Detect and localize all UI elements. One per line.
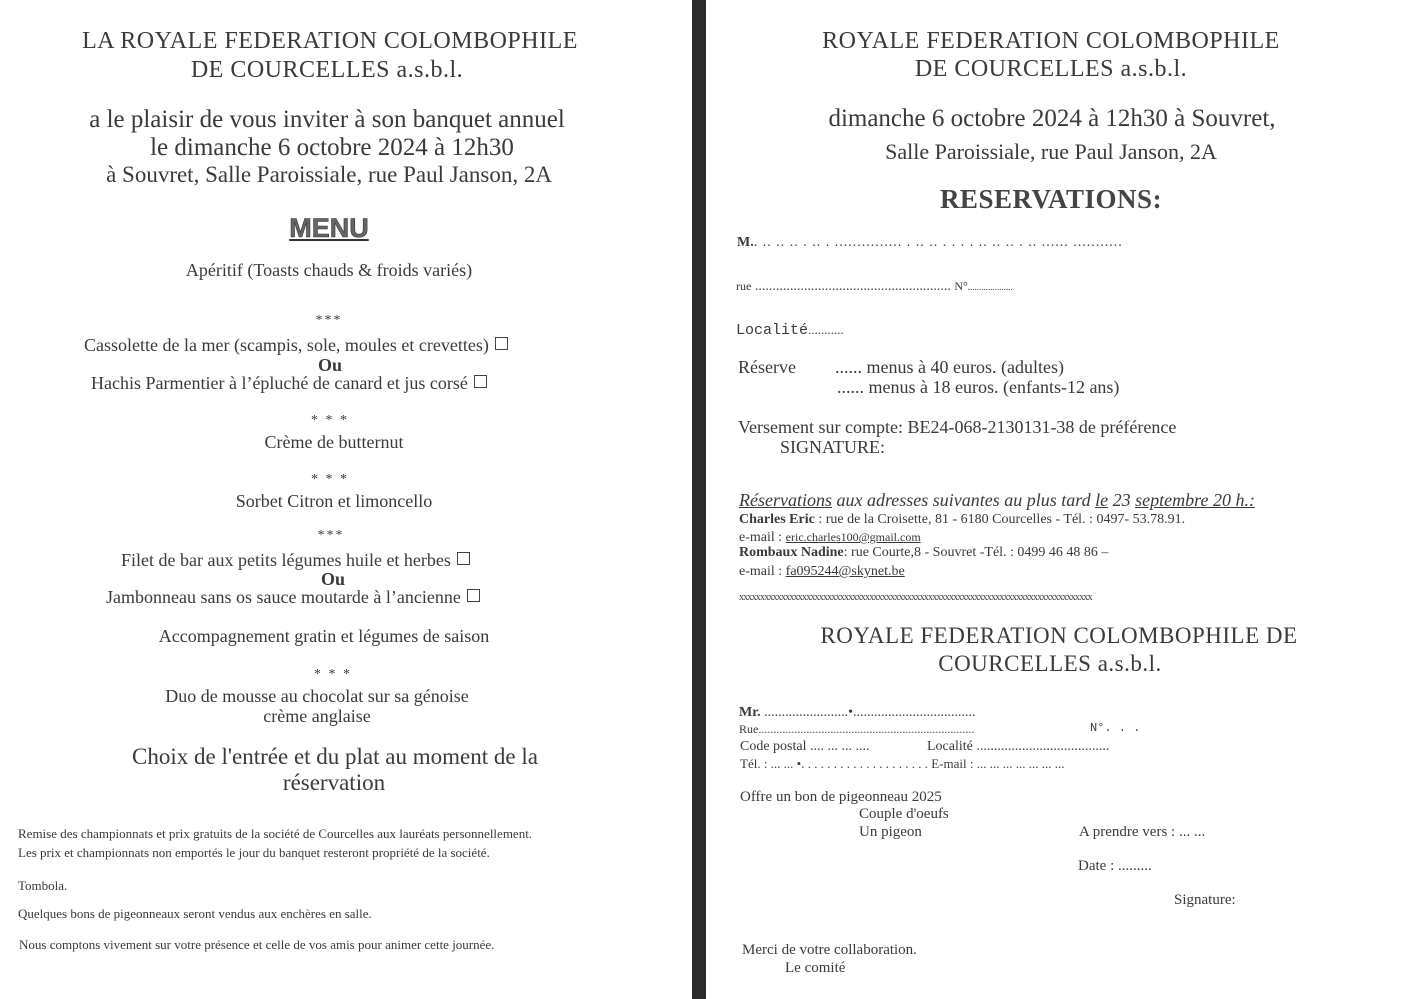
main-option-2 bbox=[106, 587, 480, 608]
main-option-2-checkbox[interactable] bbox=[467, 589, 480, 602]
main-option-1-label: Filet de bar aux petits légumes huile et herbes bbox=[121, 550, 451, 570]
entree-option-1-checkbox[interactable] bbox=[495, 337, 508, 350]
contact-1 bbox=[739, 512, 1185, 528]
address-heading-part1: Réservations bbox=[739, 490, 832, 510]
closing-note: Nous comptons vivement sur votre présence et celle de vos amis pour animer cette journée. bbox=[19, 937, 495, 952]
auction-note: Quelques bons de pigeonneaux seront vendus aux enchères en salle. bbox=[18, 906, 372, 921]
choice-line1: Choix de l'entrée et du plat au moment de la bbox=[132, 744, 538, 769]
contact-2-email[interactable]: fa095244@skynet.be bbox=[785, 564, 905, 579]
contact-1-email-row bbox=[739, 530, 921, 546]
date-field[interactable]: Date : ......... bbox=[1078, 858, 1152, 874]
left-header-line1: LA ROYALE FEDERATION COLOMBOPHILE bbox=[82, 28, 578, 54]
left-header-line2: DE COURCELLES a.s.b.l. bbox=[190, 57, 464, 83]
reservations-title: RESERVATIONS: bbox=[939, 184, 1163, 214]
entree-option-1-label: Cassolette de la mer (scampis, sole, moules et crevettes) bbox=[84, 335, 489, 355]
entree-option-2-checkbox[interactable] bbox=[474, 375, 487, 388]
soup: Crème de butternut bbox=[264, 432, 404, 452]
reservation-page bbox=[706, 0, 1410, 999]
separator-2: * * * bbox=[311, 413, 349, 428]
slip-header-line2: COURCELLES a.s.b.l. bbox=[938, 651, 1162, 676]
slip-signature-label: Signature: bbox=[1174, 892, 1236, 908]
event-venue: Salle Paroissiale, rue Paul Janson, 2A bbox=[885, 139, 1217, 164]
slip-number-field[interactable]: N°. . . bbox=[1090, 721, 1141, 735]
slip-header-line1: ROYALE FEDERATION COLOMBOPHILE DE bbox=[820, 623, 1298, 648]
address-heading-part5: septembre 20 h.: bbox=[1135, 490, 1255, 510]
number-label: N° bbox=[954, 279, 968, 293]
right-header-line1: ROYALE FEDERATION COLOMBOPHILE bbox=[822, 28, 1280, 54]
separator-1: *** bbox=[315, 313, 343, 328]
street-label: rue bbox=[736, 279, 752, 293]
contact-1-info: : rue de la Croisette, 81 - 6180 Courcelles - Tél. : 0497- 53.78.91. bbox=[814, 512, 1186, 527]
main-option-2-label: Jambonneau sans os sauce moutarde à l’ancienne bbox=[106, 587, 461, 607]
name-field[interactable] bbox=[737, 235, 1123, 251]
separator-3: * * * bbox=[311, 472, 349, 487]
slip-street-dots: ........................................................................ bbox=[758, 722, 975, 736]
invite-line3: à Souvret, Salle Paroissiale, rue Paul Janson, 2A bbox=[106, 162, 552, 187]
side-dish: Accompagnement gratin et légumes de saison bbox=[158, 626, 490, 646]
address-heading-part2: aux adresses suivantes au plus tard bbox=[831, 490, 1096, 510]
slip-name-dots: ........................•................................... bbox=[764, 705, 976, 720]
contact-2-info: : rue Courte,8 - Souvret -Tél. : 0499 46 48 86 – bbox=[843, 545, 1109, 560]
thanks-note: Merci de votre collaboration. bbox=[742, 942, 917, 958]
name-dots: . .. .. .. . .. . ............... . .. .. . . . . .. .. .. . .. ...... ........... bbox=[753, 235, 1123, 250]
slip-locality-field[interactable]: Localité ...................................... bbox=[927, 739, 1110, 754]
offer-eggs[interactable]: Couple d'oeufs bbox=[859, 806, 949, 822]
locality-field[interactable] bbox=[736, 322, 844, 339]
invite-line2: le dimanche 6 octobre 2024 à 12h30 bbox=[150, 134, 514, 161]
note-line2: Les prix et championnats non emportés le jour du banquet resteront propriété de la société. bbox=[18, 845, 490, 860]
main-option-1 bbox=[121, 550, 470, 571]
contact-1-name: Charles Eric bbox=[739, 512, 815, 527]
contact-2 bbox=[739, 545, 1108, 561]
contact-1-email[interactable]: eric.charles100@gmail.com bbox=[785, 530, 921, 544]
choice-line2: réservation bbox=[282, 770, 386, 795]
street-field[interactable] bbox=[736, 279, 1013, 295]
payment-info: Versement sur compte: BE24-068-2130131-38 de préférence bbox=[738, 417, 1177, 437]
cut-line: xxxxxxxxxxxxxxxxxxxxxxxxxxxxxxxxxxxxxxxxxxxxxxxxxxxxxxxxxxxxxxxxxxxxxxxxxxxxxxxxxxxx bbox=[739, 592, 1092, 603]
address-heading-part3: le bbox=[1095, 490, 1109, 510]
dessert-line1: Duo de mousse au chocolat sur sa génoise bbox=[165, 686, 469, 706]
signature-label: SIGNATURE: bbox=[780, 437, 886, 457]
locality-dots: ........... bbox=[808, 322, 844, 337]
email-label-1: e-mail : bbox=[739, 530, 783, 545]
note-line1: Remise des championnats et prix gratuits de la société de Courcelles aux lauréats personnellement. bbox=[18, 826, 533, 841]
reserve-adults[interactable]: ...... menus à 40 euros. (adultes) bbox=[835, 357, 1064, 377]
tombola: Tombola. bbox=[18, 878, 68, 893]
street-dots: ........................................................ bbox=[754, 279, 951, 294]
slip-name-label: Mr. bbox=[739, 705, 761, 720]
offer-line: Offre un bon de pigeonneau 2025 bbox=[740, 789, 942, 805]
address-heading bbox=[739, 490, 1255, 511]
or-label-1: Ou bbox=[317, 355, 342, 375]
offer-pigeon[interactable]: Un pigeon bbox=[859, 824, 922, 840]
pickup-field[interactable]: A prendre vers : ... ... bbox=[1079, 824, 1206, 840]
dessert-line2: crème anglaise bbox=[263, 706, 371, 726]
address-heading-part4: 23 bbox=[1108, 490, 1136, 510]
locality-label: Localité bbox=[736, 322, 809, 339]
sorbet: Sorbet Citron et limoncello bbox=[235, 491, 433, 511]
slip-street-label: Rue bbox=[739, 722, 759, 736]
reserve-children[interactable]: ...... menus à 18 euros. (enfants-12 ans) bbox=[837, 377, 1120, 397]
slip-street-field[interactable] bbox=[739, 722, 974, 737]
entree-option-2 bbox=[91, 373, 487, 394]
event-date: dimanche 6 octobre 2024 à 12h30 à Souvret, bbox=[828, 105, 1276, 132]
separator-5: * * * bbox=[314, 667, 352, 682]
slip-phone-email-field[interactable]: Tél. : ... ... •. . . . . . . . . . . . . . . . . . . . E-mail : ... ... ... ... ... ... ... bbox=[740, 756, 1065, 771]
aperitif: Apéritif (Toasts chauds & froids variés) bbox=[185, 260, 473, 280]
contact-2-email-row bbox=[739, 564, 905, 580]
email-label-2: e-mail : bbox=[739, 564, 783, 579]
entree-option-1 bbox=[84, 335, 508, 356]
slip-postcode-field[interactable]: Code postal .... ... ... .... bbox=[740, 739, 870, 754]
number-dots: .................... bbox=[967, 282, 1013, 292]
slip-name-field[interactable] bbox=[739, 705, 976, 721]
page-divider bbox=[692, 0, 706, 999]
committee-signoff: Le comité bbox=[785, 960, 846, 976]
entree-option-2-label: Hachis Parmentier à l’épluché de canard et jus corsé bbox=[91, 373, 468, 393]
right-header-line2: DE COURCELLES a.s.b.l. bbox=[914, 56, 1188, 82]
main-option-1-checkbox[interactable] bbox=[457, 552, 470, 565]
invite-line1: a le plaisir de vous inviter à son banquet annuel bbox=[89, 106, 565, 133]
or-label-2: Ou bbox=[320, 569, 345, 589]
contact-2-name: Rombaux Nadine bbox=[739, 545, 844, 560]
separator-4: *** bbox=[317, 528, 345, 543]
menu-page bbox=[0, 0, 692, 999]
reserve-label: Réserve bbox=[738, 357, 796, 377]
name-label: M. bbox=[737, 235, 754, 250]
menu-title: MENU bbox=[289, 213, 369, 243]
